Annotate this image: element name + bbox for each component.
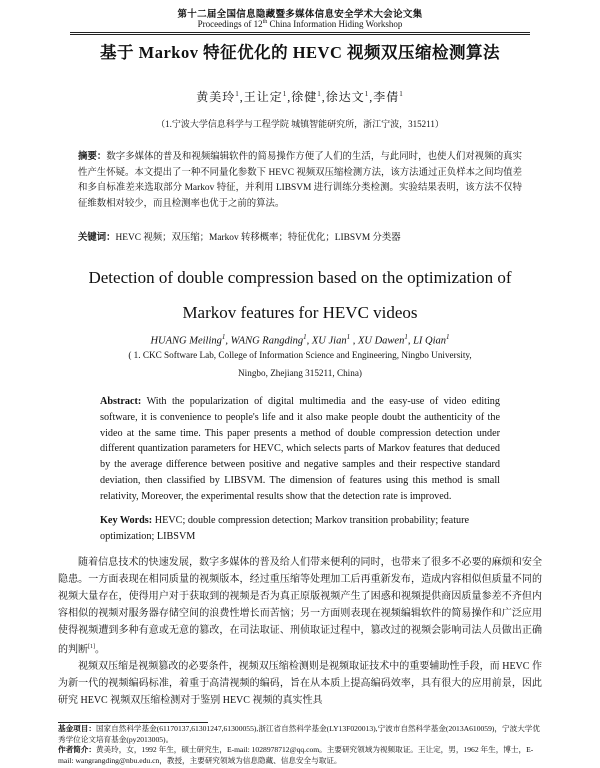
footnote-fund-text: 国家自然科学基金(61170137,61301247,61300055),浙江省自然科学基金(LY13F020013),宁波市自然科学基金(2013A610059)，宁波大学优秀学位论文培育基金(py2013005)。 [58, 724, 540, 744]
body-paragraph [58, 554, 542, 658]
title-cn: 基于 Markov 特征优化的 HEVC 视频双压缩检测算法 [100, 43, 500, 62]
header-en-pre: Proceedings of 12 [197, 19, 263, 29]
author-en-mark: 1 [346, 333, 351, 341]
author-cn-sep: , [369, 90, 374, 104]
author-cn-sep: , [239, 90, 244, 104]
author-en-sep: , [306, 335, 312, 347]
keywords-cn [78, 231, 522, 247]
author-cn-sep: , [321, 90, 326, 104]
abstract-cn-text: 数字多媒体的普及和视频编辑软件的简易操作方便了人们的生活，与此同时，也使人们对视频的真实性产生怀疑。本文提出了一种不同量化参数下 HEVC 视频双压缩检测方法，该方法通过正负样本之间均值差和多自标准差来选取部分 Markov 特征，并利用 LIBSVM 进行训练分类检测。实验结果表明，该方法不仅特征维数相对较少，而且检测率也优于之前的算法。 [78, 152, 522, 209]
title-en-line2: Markov features for HEVC videos [182, 303, 418, 322]
abstract-en-text: With the popularization of digital multimedia and the easy-use of video editing software, it is convenience to people's life and it also make people doubt the authenticity of the video at the same time. This paper presents a method of double compression detection under different quantization parameters for HEVC, which selects parts of Markov features that deduced by the average difference between positive and negative samples and their respective standard deviation, then classified by LIBSVM. The dimension of features using this method is small relativity, Moreover, the experimental results show that the detection rate is improved. [100, 396, 500, 502]
abstract-en [100, 394, 500, 505]
keywords-en-text: HEVC; double compression detection; Markov transition probability; feature optimization; LIBSVM [100, 515, 470, 542]
proceedings-header-cn: 第十二届全国信息隐藏暨多媒体信息安全学术大会论文集 [177, 10, 423, 20]
footnote-fund [58, 724, 542, 745]
author-cn-mark: 1 [317, 90, 322, 98]
affiliation-cn: （1.宁波大学信息科学与工程学院 城镇智能研究所，浙江宁波，315211） [156, 119, 444, 129]
header-rule-bottom [70, 34, 530, 35]
author-cn-mark: 1 [364, 90, 370, 98]
abstract-en-label: Abstract: [100, 396, 142, 407]
author-en-mark: 1 [446, 333, 450, 341]
footnote-bio [58, 745, 542, 766]
footnote-bio-label: 作者简介： [58, 745, 96, 755]
citation-ref: [1] [88, 644, 95, 650]
author-en-name: XU Jian [311, 335, 347, 347]
header-rule-top [70, 32, 530, 33]
abstract-cn-label: 摘要： [78, 152, 107, 162]
author-cn-mark: 1 [399, 90, 404, 98]
author-cn-mark: 1 [235, 90, 240, 98]
footnote-rule [58, 722, 208, 723]
affiliation-en-line1: ( 1. CKC Software Lab, College of Information Science and Engineering, Ningbo University, [128, 350, 472, 360]
keywords-cn-label: 关键词： [78, 233, 116, 243]
header-en-sup: th [262, 19, 268, 25]
header-en-post: China Information Hiding Workshop [267, 19, 403, 29]
author-en-name: WANG Rangding [230, 335, 304, 347]
author-cn-name: 徐健 [291, 90, 318, 104]
author-cn-name: 王让定 [243, 90, 283, 104]
footnote-fund-label: 基金项目： [58, 724, 96, 733]
author-cn-name: 黄美玲 [196, 90, 236, 104]
authors-en [0, 333, 600, 347]
author-en-name: HUANG Meiling [150, 335, 222, 347]
abstract-cn [78, 150, 522, 212]
author-en-name: XU Dawen [357, 335, 405, 347]
keywords-en [100, 513, 500, 545]
author-en-name: LI Qian [413, 335, 447, 347]
author-en-mark: 1 [221, 333, 226, 341]
author-en-sep: , [225, 335, 231, 347]
author-cn-mark: 1 [282, 90, 288, 98]
author-cn-name: 徐达文 [325, 90, 365, 104]
author-en-mark: 1 [303, 333, 307, 341]
author-cn-sep: , [287, 90, 292, 104]
body-paragraph: 视频双压缩是视频篡改的必要条件，视频双压缩检测则是视频取证技术中的重要辅助性手段，而 HEVC 作为新一代的视频编码标准，着重于高清视频的编码，旨在从本质上提高编码效率，具有很大的应用前景，因此研究 HEVC 视频双压缩检测对于鉴别 HEVC 视频的真实性具 [58, 661, 542, 707]
title-en-line1: Detection of double compression based on the optimization of [88, 268, 512, 287]
proceedings-header-en [0, 19, 600, 29]
authors-cn [0, 88, 600, 105]
author-en-mark: 1 [404, 333, 408, 341]
keywords-cn-text: HEVC 视频；双压缩；Markov 转移概率；特征优化；LIBSVM 分类器 [115, 233, 401, 243]
footnote-bio-text: 黄美玲，女，1992 年生，硕士研究生，E-mail: 1028978712@qq.com。主要研究领域为视频取证。王让定，男，1962 年生，博士，E-mail: wangrangding@nbu.edu.cn，教授，主要研究领域为信息隐藏、信息安全与取证。 [58, 745, 534, 765]
keywords-en-label: Key Words: [100, 515, 153, 526]
footnotes [58, 724, 542, 766]
body-text [58, 554, 542, 709]
body-para1-text: 随着信息技术的快速发展，数字多媒体的普及给人们带来便利的同时，也带来了很多不必要的麻烦和安全隐患。一方面表现在相同质量的视频版本，经过重压缩等处理加工后再重新发布，造成内容相似但质量不同的视频大量存在，使得用户对于获取到的视频是否为真正原版视频产生了困惑和视频提供商因质量参差不齐但内容相似的视频对服务器存储空间的浪费性增长而苦恼；另一方面则表现在视频编辑软件的简易操作和广泛应用使得视频遭到多种有意或无意的篡改，在司法取证、刑侦取证过程中，篡改过的视频会影响司法人员做出正确的判断 [58, 557, 542, 656]
body-para1-end: 。 [95, 644, 105, 656]
affiliation-en-line2: Ningbo, Zhejiang 315211, China) [238, 368, 362, 378]
author-cn-name: 李倩 [373, 90, 400, 104]
author-en-sep: , [407, 335, 414, 347]
author-en-sep: , [350, 335, 358, 347]
